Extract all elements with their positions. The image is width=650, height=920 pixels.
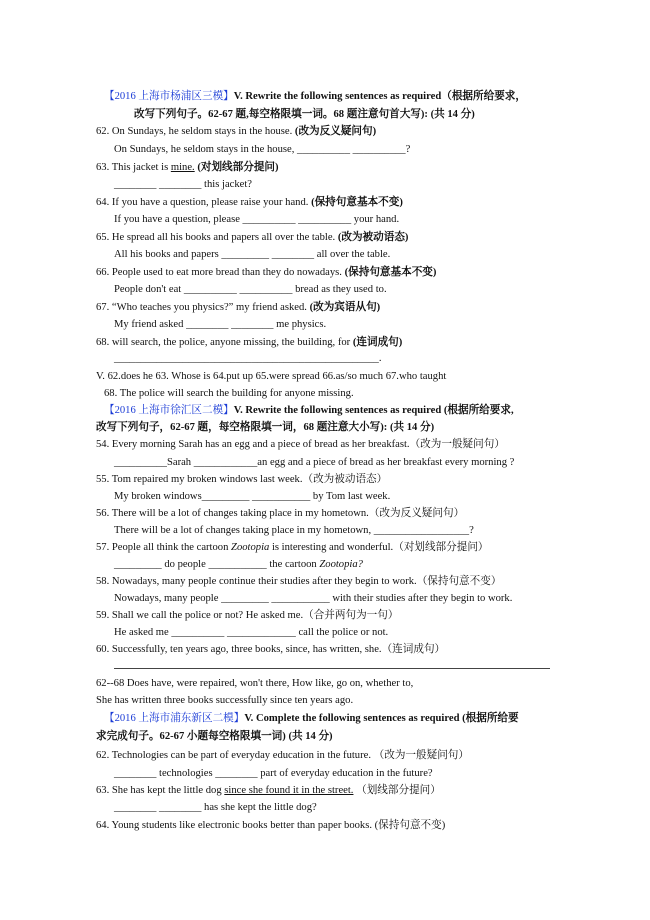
s1-q68: 68. will search, the police, anyone missing, the building, for (连词成句) <box>96 337 403 348</box>
s1-q65: 65. He spread all his books and papers all over the table. (改为被动语态) <box>96 232 409 243</box>
s1-a66: People don't eat __________ __________ bread as they used to. <box>114 284 387 295</box>
section-3-header-a: 【2016 上海市浦东新区二模】V. Complete the following sentences as required (根据所给要 <box>104 713 519 724</box>
s2-answers-line-1: 62--68 Does have, were repaired, won't there, How like, go on, whether to, <box>96 678 414 689</box>
s1-answers-line-1: V. 62.does he 63. Whose is 64.put up 65.were spread 66.as/so much 67.who taught <box>96 371 447 382</box>
s2-q57: 57. People all think the cartoon Zootopia is interesting and wonderful.（对划线部分提问） <box>96 542 489 553</box>
s3-a63: ________ ________ has she kept the little dog? <box>114 802 317 813</box>
s2-a59: He asked me __________ _____________ call the police or not. <box>114 627 389 638</box>
s1-a62: On Sundays, he seldom stays in the house, __________ __________? <box>114 144 411 155</box>
s1-q63: 63. This jacket is mine. (对划线部分提问) <box>96 162 279 173</box>
underlined-target: since she found it in the street. <box>224 785 354 796</box>
s1-a63: ________ ________ this jacket? <box>114 179 252 190</box>
section-2-source-tag: 【2016 上海市徐汇区二模】 <box>104 405 234 416</box>
s2-q56: 56. There will be a lot of changes taking place in my hometown.（改为反义疑问句） <box>96 508 465 519</box>
s2-a58: Nowadays, many people _________ ___________ with their studies after they begin to work. <box>114 593 513 604</box>
s2-answers-line-2: She has written three books successfully since ten years ago. <box>96 695 354 706</box>
section-1-header-b: 改写下列句子。62-67 题,每空格限填一词。68 题注意句首大写): (共 14 分) <box>134 109 475 120</box>
s2-q60: 60. Successfully, ten years ago, three books, since, has written, she.（连词成句） <box>96 644 446 655</box>
section-1-header-a: 【2016 上海市杨浦区三模】V. Rewrite the following sentences as required（根据所给要求， <box>104 91 526 102</box>
s3-q63: 63. She has kept the little dog since she found it in the street. （划线部分提问） <box>96 785 441 796</box>
s2-q58: 58. Nowadays, many people continue their studies after they begin to work.（保持句意不变） <box>96 576 502 587</box>
s2-q59: 59. Shall we call the police or not? He asked me.（合并两句为一句） <box>96 610 399 621</box>
section-2-header-a: 【2016 上海市徐汇区二模】V. Rewrite the following sentences as required (根据所给要求, <box>104 405 514 416</box>
answer-line <box>114 668 550 669</box>
s1-q64: 64. If you have a question, please raise your hand. (保持句意基本不变) <box>96 197 403 208</box>
s2-a57: _________ do people ___________ the cartoon Zootopia? <box>114 559 363 570</box>
s1-a65: All his books and papers _________ ________ all over the table. <box>114 249 391 260</box>
s2-a54: __________Sarah ____________an egg and a piece of bread as her breakfast every morning ? <box>114 457 515 468</box>
s1-a68: __________________________________________________. <box>114 353 382 364</box>
s1-a67: My friend asked ________ ________ me physics. <box>114 319 327 330</box>
section-2-header-b: 改写下列句子，62-67 题，每空格限填一词，68 题注意大小写): (共 14 分) <box>96 422 435 433</box>
s2-a56: There will be a lot of changes taking place in my hometown, __________________? <box>114 525 474 536</box>
s1-q66: 66. People used to eat more bread than they do nowadays. (保持句意基本不变) <box>96 267 437 278</box>
s1-q62: 62. On Sundays, he seldom stays in the house. (改为反义疑问句) <box>96 126 377 137</box>
section-3-header-b: 求完成句子。62-67 小题每空格限填一词) (共 14 分) <box>96 731 333 742</box>
s2-a55: My broken windows_________ ___________ by Tom last week. <box>114 491 391 502</box>
s3-q64: 64. Young students like electronic books better than paper books. (保持句意不变) <box>96 820 446 831</box>
s1-answers-line-2: 68. The police will search the building for anyone missing. <box>104 388 354 399</box>
s2-q55: 55. Tom repaired my broken windows last week.（改为被动语态） <box>96 474 388 485</box>
section-1-source-tag: 【2016 上海市杨浦区三模】 <box>104 91 234 102</box>
underlined-target: mine. <box>170 162 195 173</box>
s3-a62: ________ technologies ________ part of everyday education in the future? <box>114 768 433 779</box>
s3-q62: 62. Technologies can be part of everyday education in the future. （改为一般疑问句） <box>96 750 469 761</box>
s1-a64: If you have a question, please __________ __________ your hand. <box>114 214 400 225</box>
s2-q54: 54. Every morning Sarah has an egg and a piece of bread as her breakfast.（改为一般疑问句） <box>96 439 505 450</box>
section-3-source-tag: 【2016 上海市浦东新区二模】 <box>104 713 245 724</box>
s1-q67: 67. “Who teaches you physics?” my friend asked. (改为宾语从句) <box>96 302 381 313</box>
